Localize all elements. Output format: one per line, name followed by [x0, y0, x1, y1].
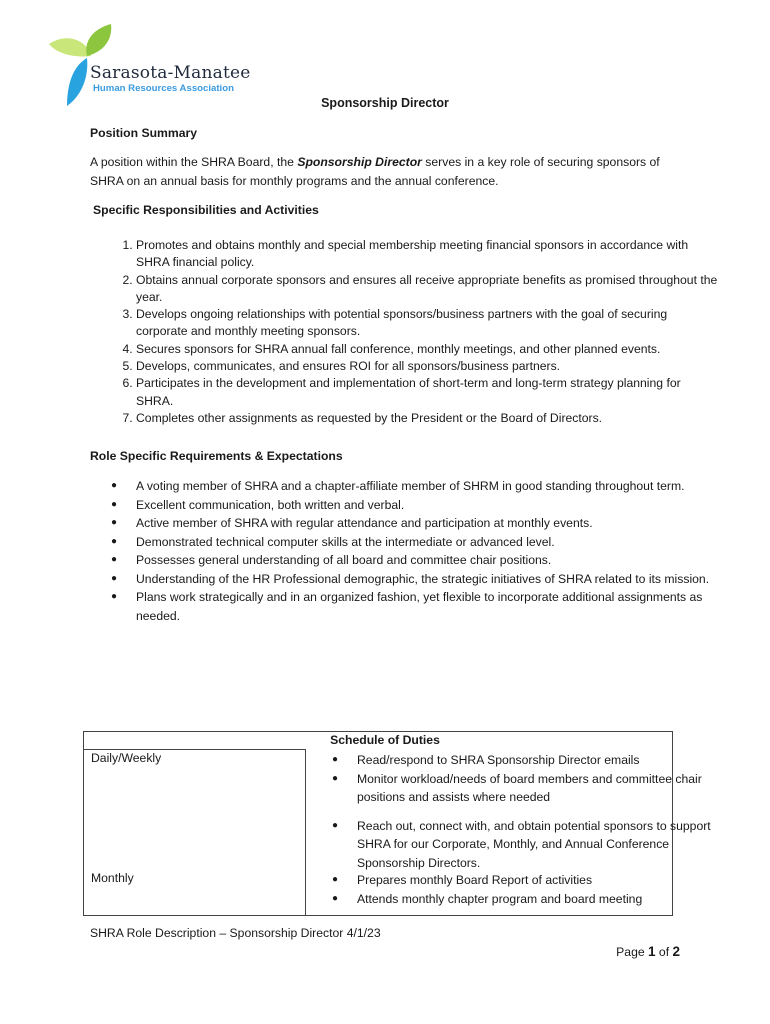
frequency-monthly: Monthly	[91, 871, 134, 885]
list-item: 5. Develops, communicates, and ensures ROI for all sponsors/business partners.	[136, 358, 721, 375]
daily-duties-list	[311, 751, 715, 872]
table-divider	[305, 749, 306, 916]
list-item: ● Monitor workload/needs of board members and committee chair positions and assists where needed	[357, 770, 715, 807]
position-summary-text	[90, 153, 680, 190]
page-title: Sponsorship Director	[321, 96, 449, 110]
list-item: ● Excellent communication, both written and verbal.	[136, 496, 726, 515]
list-item: ● Reach out, connect with, and obtain potential sponsors to support SHRA for our Corporate, Monthly, and Annual Conference Sponsorship Directors.	[357, 817, 715, 873]
requirements-heading: Role Specific Requirements & Expectations	[90, 449, 343, 463]
schedule-table	[83, 731, 711, 916]
list-item: ● Plans work strategically and in an organized fashion, yet flexible to incorporate additional assignments as needed.	[136, 588, 726, 625]
frequency-daily-weekly: Daily/Weekly	[91, 751, 162, 765]
summary-emphasis: Sponsorship Director	[297, 155, 422, 169]
list-item: ● Understanding of the HR Professional demographic, the strategic initiatives of SHRA related to its mission.	[136, 570, 726, 589]
list-item: ● Demonstrated technical computer skills at the intermediate or advanced level.	[136, 533, 726, 552]
list-item: 7. Completes other assignments as requested by the President or the Board of Directors.	[136, 410, 721, 427]
list-item: ● A voting member of SHRA and a chapter-affiliate member of SHRM in good standing throughout term.	[136, 477, 726, 496]
summary-text-before: A position within the SHRA Board, the	[90, 155, 298, 169]
list-item: 4. Secures sponsors for SHRA annual fall conference, monthly meetings, and other planned events.	[136, 341, 721, 358]
monthly-duties-list	[311, 871, 715, 908]
list-item: 1. Promotes and obtains monthly and special membership meeting financial sponsors in accordance with SHRA financial policy.	[136, 237, 721, 272]
list-item: 2. Obtains annual corporate sponsors and ensures all receive appropriate benefits as promised throughout the year.	[136, 272, 721, 307]
page-total: 2	[672, 944, 680, 959]
list-item: 6. Participates in the development and implementation of short-term and long-term strategy planning for SHRA.	[136, 375, 721, 410]
list-item: ● Active member of SHRA with regular attendance and participation at monthly events.	[136, 514, 726, 533]
list-item: ● Read/respond to SHRA Sponsorship Director emails	[357, 751, 715, 770]
position-summary-heading: Position Summary	[90, 126, 198, 140]
requirements-list	[90, 477, 726, 625]
schedule-title: Schedule of Duties	[330, 733, 440, 747]
responsibilities-list	[90, 237, 721, 427]
summary-text-after: serves in a key role of securing sponsors of SHRA on an annual basis for monthly programs and the annual conference.	[90, 155, 660, 188]
logo-name: Sarasota-Manatee	[90, 63, 251, 83]
footer-text: SHRA Role Description – Sponsorship Director 4/1/23	[90, 926, 381, 940]
logo-subtitle: Human Resources Association	[93, 83, 234, 94]
page-label: Page	[616, 945, 645, 959]
list-item: ● Attends monthly chapter program and board meeting	[357, 890, 715, 909]
page-number	[616, 944, 680, 959]
list-item: ● Prepares monthly Board Report of activities	[357, 871, 715, 890]
list-item: ● Possesses general understanding of all board and committee chair positions.	[136, 551, 726, 570]
responsibilities-heading: Specific Responsibilities and Activities	[93, 203, 319, 217]
page-of: of	[658, 945, 670, 959]
page-current: 1	[648, 944, 656, 959]
table-divider	[84, 749, 305, 750]
list-item: 3. Develops ongoing relationships with potential sponsors/business partners with the goal of securing corporate and monthly meeting sponsors.	[136, 306, 721, 341]
